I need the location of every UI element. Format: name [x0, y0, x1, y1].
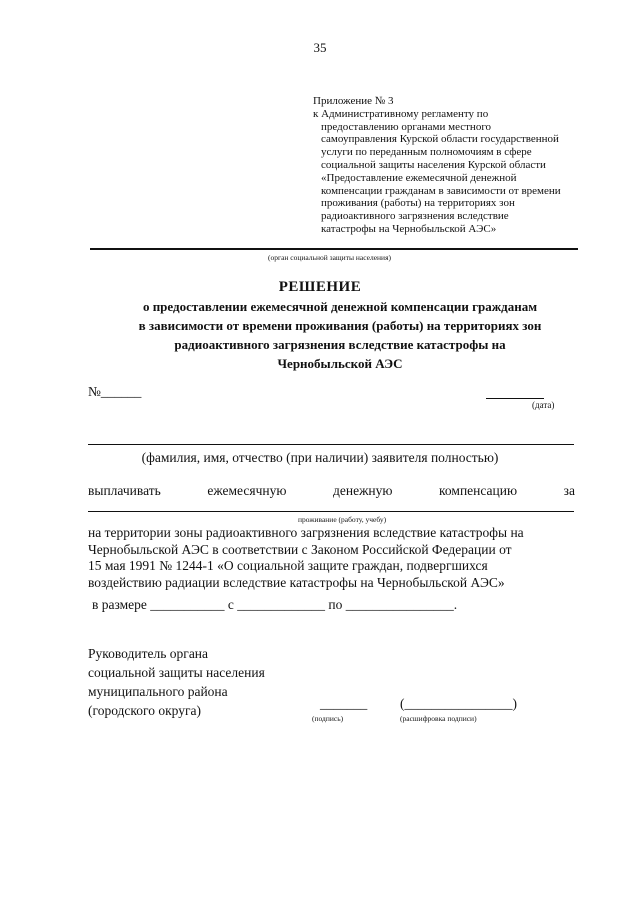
applicant-caption: (фамилия, имя, отчество (при наличии) заявителя полностью): [141, 450, 499, 465]
paragraph-line: Чернобыльской АЭС в соответствии с Законом Российской Федерации от: [88, 541, 512, 557]
annex-line: социальной защиты населения Курской области: [321, 158, 546, 171]
document-title: РЕШЕНИЕ: [278, 279, 362, 295]
pay-line: [88, 483, 575, 499]
annex-line: к Административному регламенту по: [313, 107, 489, 120]
page-number: 35: [313, 40, 327, 55]
head-line: муниципального района: [88, 684, 228, 699]
annex-header: [313, 95, 603, 236]
date-caption: (дата): [532, 400, 555, 410]
subtitle-line: о предоставлении ежемесячной денежной компенсации гражданам: [142, 299, 538, 314]
subtitle-line: Чернобыльской АЭС: [277, 356, 403, 371]
residence-line: [88, 511, 574, 512]
pay-word: компенсацию: [439, 483, 518, 498]
pay-word: ежемесячную: [207, 483, 287, 498]
organ-line: [90, 248, 578, 250]
document-subtitle: [90, 297, 590, 373]
pay-word: денежную: [333, 483, 393, 498]
head-line: социальной защиты населения: [88, 665, 265, 680]
annex-line: Приложение № 3: [313, 95, 394, 107]
signature-caption: (подпись): [312, 714, 344, 723]
annex-line: самоуправления Курской области государственной: [321, 133, 559, 146]
date-line: [486, 398, 544, 399]
head-of-organ: [88, 644, 265, 720]
decision-paragraph: [88, 525, 575, 591]
head-line: Руководитель органа: [88, 646, 209, 661]
paragraph-line: 15 мая 1991 № 1244-1 «О социальной защите граждан, подвергшихся: [88, 558, 488, 574]
paragraph-line: на территории зоны радиоактивного загрязнения вследствие катастрофы на: [88, 525, 524, 540]
annex-line: услуги по переданным полномочиям в сфере: [321, 146, 532, 159]
signature-blank: _______: [320, 696, 368, 711]
organ-caption: (орган социальной защиты населения): [268, 253, 392, 262]
head-line: (городского округа): [88, 703, 202, 718]
annex-line: катастрофы на Чернобыльской АЭС»: [321, 222, 497, 235]
decoding-blank: (________________): [400, 696, 517, 711]
subtitle-line: радиоактивного загрязнения вследствие катастрофы на: [174, 337, 506, 352]
annex-line: радиоактивного загрязнения вследствие: [321, 210, 509, 223]
applicant-line: [88, 444, 574, 445]
subtitle-line: в зависимости от времени проживания (работы) на территориях зон: [138, 318, 542, 333]
annex-line: проживания (работы) на территориях зон: [321, 197, 515, 210]
annex-line: предоставлению органами местного: [321, 120, 492, 133]
pay-word: за: [563, 483, 575, 498]
annex-line: «Предоставление ежемесячной денежной: [321, 171, 517, 184]
paragraph-line: воздействию радиации вследствие катастрофы на Чернобыльской АЭС»: [88, 574, 505, 590]
decoding-caption: (расшифровка подписи): [400, 714, 477, 723]
pay-word: выплачивать: [88, 483, 161, 498]
annex-line: компенсации гражданам в зависимости от времени: [321, 184, 561, 197]
residence-caption: проживание (работу, учебу): [298, 515, 387, 524]
amount-line: в размере ___________ с _____________ по ________________.: [92, 597, 458, 612]
decision-number: №______: [88, 384, 142, 399]
